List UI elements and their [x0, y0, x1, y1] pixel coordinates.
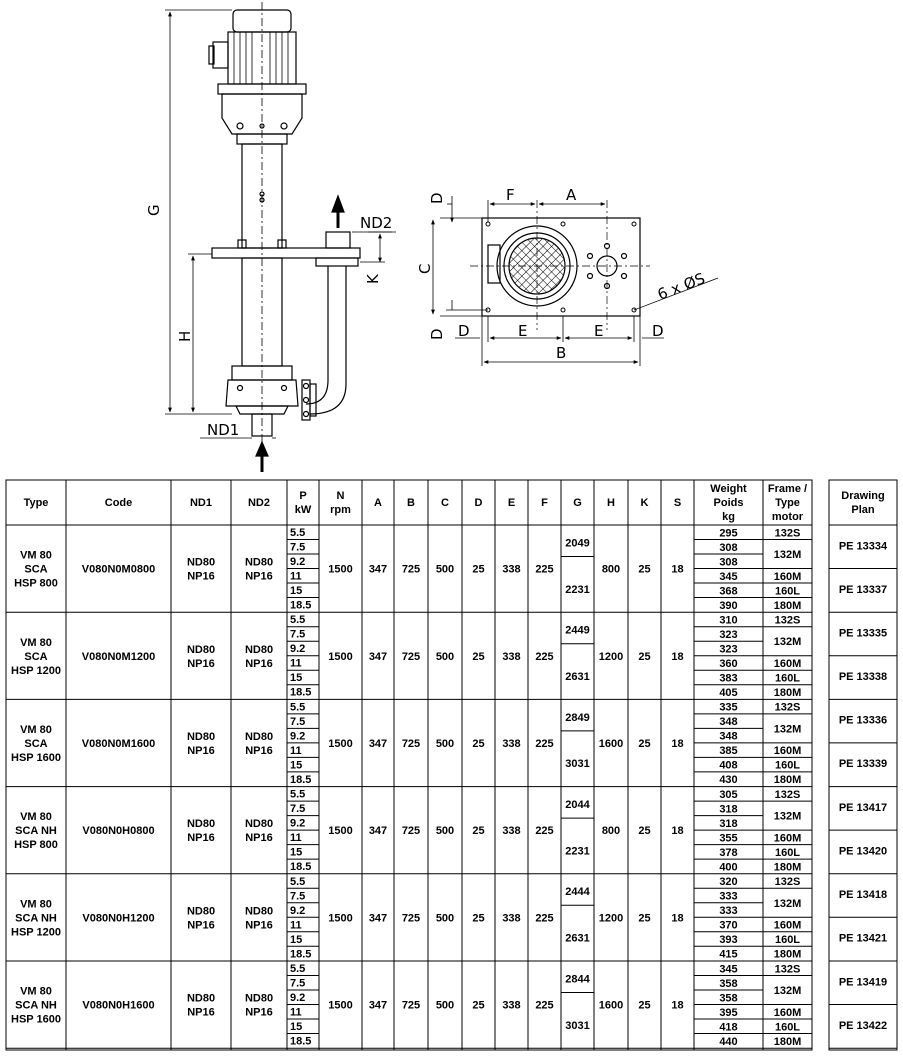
frame-cell: 132S: [774, 527, 801, 540]
g-cell: 2844: [565, 973, 590, 986]
power-cell: 15: [290, 933, 303, 946]
frame-cell: 132M: [773, 985, 802, 997]
weight-cell: 333: [719, 890, 738, 903]
nd2-cell: NP16: [245, 745, 273, 757]
power-cell: 18.5: [290, 599, 312, 612]
type-cell: SCA NH: [15, 912, 57, 925]
type-cell: VM 80: [20, 724, 52, 736]
frame-cell: 160L: [774, 934, 801, 947]
weight-cell: 358: [719, 977, 738, 990]
a-cell: 347: [368, 825, 388, 838]
weight-cell: 358: [719, 992, 738, 1005]
code-cell: V080N0H1600: [82, 999, 155, 1012]
dim-label-f: F: [506, 186, 515, 204]
nd2-cell: ND80: [244, 731, 274, 743]
weight-cell: 385: [719, 745, 738, 758]
weight-cell: 305: [719, 788, 738, 801]
power-cell: 11: [290, 832, 302, 845]
frame-cell: 160M: [773, 919, 802, 932]
nd1-cell: ND80: [186, 818, 216, 831]
header-s: S: [673, 497, 682, 509]
code-cell: V080N0M1600: [81, 738, 156, 750]
weight-cell: 383: [719, 672, 738, 685]
header-type: Type: [23, 497, 49, 509]
frame-cell: 132S: [774, 876, 801, 889]
weight-cell: 430: [719, 774, 738, 787]
nd2-cell: ND80: [244, 905, 274, 918]
drawing-plan-cell: PE 13422: [838, 1019, 888, 1032]
k-cell: 25: [638, 650, 651, 663]
header-frame: Type: [775, 497, 800, 509]
nd2-cell: ND80: [244, 992, 274, 1005]
c-cell: 500: [435, 738, 455, 750]
frame-cell: 132M: [773, 549, 802, 561]
power-cell: 5.5: [290, 963, 306, 975]
nd2-cell: NP16: [245, 919, 273, 932]
nd1-cell: NP16: [187, 657, 215, 670]
c-cell: 500: [435, 912, 455, 925]
weight-cell: 348: [719, 716, 738, 729]
power-cell: 9.2: [290, 730, 306, 743]
e-cell: 338: [502, 563, 521, 576]
b-cell: 725: [401, 650, 421, 663]
h-cell: 1600: [598, 738, 624, 750]
g-cell: 2049: [565, 537, 590, 550]
weight-cell: 310: [719, 614, 738, 627]
frame-cell: 132S: [774, 701, 801, 714]
dim-label-k: K: [364, 274, 382, 284]
g-cell: 3031: [565, 1019, 590, 1032]
power-cell: 5.5: [290, 701, 306, 714]
k-cell: 25: [638, 912, 651, 925]
header-p: P: [299, 490, 307, 502]
type-cell: VM 80: [20, 549, 52, 562]
power-cell: 11: [290, 657, 302, 670]
power-cell: 11: [290, 570, 302, 583]
power-cell: 7.5: [290, 803, 306, 816]
d-cell: 25: [472, 738, 485, 750]
type-cell: VM 80: [20, 985, 52, 998]
drawing-plan-cell: PE 13334: [838, 540, 888, 553]
dim-label-d-bottom-left: D: [458, 322, 470, 340]
nd1-cell: NP16: [187, 919, 215, 932]
power-cell: 9.2: [290, 817, 306, 830]
weight-cell: 393: [719, 934, 738, 947]
header-f: F: [541, 497, 548, 509]
power-cell: 11: [290, 744, 302, 757]
weight-cell: 408: [719, 759, 738, 772]
nd2-cell: NP16: [245, 832, 273, 845]
nd2-cell: NP16: [245, 1006, 273, 1019]
power-cell: 7.5: [290, 715, 306, 728]
dim-label-a: A: [566, 186, 577, 204]
frame-cell: 160M: [773, 1006, 802, 1019]
f-cell: 225: [535, 738, 554, 750]
power-cell: 18.5: [290, 861, 312, 874]
power-cell: 9.2: [290, 643, 306, 656]
frame-cell: 160L: [774, 846, 801, 859]
power-cell: 5.5: [290, 788, 306, 801]
s-cell: 18: [671, 738, 684, 750]
type-cell: HSP 800: [14, 577, 58, 590]
s-cell: 18: [671, 563, 684, 576]
code-cell: V080N0H0800: [82, 825, 155, 838]
a-cell: 347: [368, 999, 388, 1012]
dim-label-nd1: ND1: [207, 421, 240, 439]
power-cell: 18.5: [290, 773, 312, 786]
g-cell: 2849: [565, 711, 590, 724]
frame-cell: 132S: [774, 614, 801, 627]
power-cell: 5.5: [290, 614, 306, 627]
e-cell: 338: [502, 912, 521, 925]
power-cell: 15: [290, 672, 303, 685]
header-weight: Weight: [710, 483, 747, 495]
dim-label-e-left: E: [518, 322, 528, 340]
drawing-plan-cell: PE 13339: [838, 758, 888, 771]
power-cell: 9.2: [290, 992, 306, 1004]
f-cell: 225: [535, 650, 554, 663]
dim-label-d-top: D: [428, 192, 446, 204]
g-cell: 2631: [565, 932, 590, 945]
g-cell: 3031: [565, 758, 590, 771]
s-cell: 18: [671, 912, 684, 925]
drawing-plan-cell: PE 13421: [838, 932, 888, 945]
weight-cell: 360: [719, 657, 738, 670]
power-cell: 15: [290, 1021, 303, 1033]
power-cell: 11: [290, 919, 302, 932]
header-drawing-plan: Drawing: [841, 490, 885, 502]
power-cell: 15: [290, 759, 303, 772]
weight-cell: 345: [719, 963, 738, 976]
dim-label-d-left: D: [428, 328, 446, 340]
type-cell: VM 80: [20, 811, 52, 824]
header-drawing-plan: Plan: [851, 504, 875, 516]
header-frame: Frame /: [767, 483, 808, 495]
type-cell: HSP 1200: [11, 664, 61, 677]
type-cell: HSP 1600: [11, 752, 61, 764]
f-cell: 225: [535, 825, 554, 838]
frame-cell: 160L: [774, 585, 801, 598]
type-cell: SCA: [24, 738, 48, 750]
weight-cell: 323: [719, 643, 738, 656]
drawing-plan-cell: PE 13417: [838, 801, 888, 814]
power-cell: 18.5: [290, 1035, 312, 1048]
frame-cell: 180M: [773, 774, 802, 787]
n-cell: 1500: [328, 912, 353, 925]
s-cell: 18: [671, 825, 684, 838]
power-cell: 11: [290, 1006, 302, 1019]
weight-cell: 318: [719, 817, 738, 830]
header-h: H: [607, 497, 615, 509]
weight-cell: 333: [719, 905, 738, 918]
h-cell: 800: [601, 825, 621, 838]
power-cell: 7.5: [290, 628, 306, 641]
e-cell: 338: [502, 999, 521, 1012]
nd1-cell: NP16: [187, 832, 215, 845]
frame-cell: 160M: [773, 832, 802, 845]
header-c: C: [441, 497, 449, 509]
dim-label-nd2: ND2: [360, 214, 393, 232]
header-weight: Poids: [713, 497, 744, 509]
b-cell: 725: [401, 738, 421, 750]
type-cell: VM 80: [20, 898, 52, 911]
power-cell: 18.5: [290, 948, 312, 961]
header-code: Code: [104, 497, 133, 509]
header-d: D: [474, 497, 483, 509]
header-g: G: [573, 497, 582, 509]
dim-label-d-right: D: [652, 322, 664, 340]
code-cell: V080N0M1200: [81, 650, 156, 663]
drawing-plan-cell: PE 13419: [838, 976, 888, 989]
nd1-cell: NP16: [187, 570, 215, 583]
header-frame: motor: [771, 511, 804, 523]
type-cell: SCA: [24, 563, 48, 576]
frame-cell: 160M: [773, 657, 802, 670]
nd2-cell: NP16: [245, 657, 273, 670]
type-cell: HSP 1200: [11, 926, 61, 939]
weight-cell: 440: [719, 1035, 738, 1048]
frame-cell: 160L: [774, 672, 801, 685]
dim-label-g: G: [145, 204, 163, 216]
header-n: rpm: [330, 504, 351, 516]
h-cell: 1200: [598, 912, 624, 925]
type-cell: HSP 1600: [11, 1013, 61, 1026]
weight-cell: 378: [719, 846, 738, 859]
nd1-cell: NP16: [187, 745, 215, 757]
power-cell: 7.5: [290, 890, 306, 903]
e-cell: 338: [502, 738, 521, 750]
nd1-cell: ND80: [186, 731, 216, 743]
frame-cell: 160M: [773, 745, 802, 758]
n-cell: 1500: [328, 650, 353, 663]
e-cell: 338: [502, 650, 521, 663]
power-cell: 5.5: [290, 527, 306, 539]
weight-cell: 415: [719, 948, 738, 961]
power-cell: 15: [290, 585, 303, 597]
weight-cell: 308: [719, 556, 738, 569]
frame-cell: 132S: [774, 963, 801, 976]
header-p: kW: [294, 504, 312, 516]
g-cell: 2231: [565, 583, 590, 596]
a-cell: 347: [368, 738, 388, 750]
code-cell: V080N0M0800: [81, 563, 156, 576]
nd2-cell: ND80: [244, 556, 274, 569]
header-nd2: ND2: [247, 497, 271, 509]
power-cell: 9.2: [290, 904, 306, 917]
weight-cell: 320: [719, 876, 738, 889]
n-cell: 1500: [328, 999, 353, 1012]
header-nd1: ND1: [189, 497, 213, 509]
b-cell: 725: [401, 912, 421, 925]
header-b: B: [407, 497, 415, 509]
d-cell: 25: [472, 912, 485, 925]
weight-cell: 348: [719, 730, 738, 743]
a-cell: 347: [368, 912, 388, 925]
frame-cell: 180M: [773, 861, 802, 874]
b-cell: 725: [401, 563, 421, 576]
power-cell: 15: [290, 846, 303, 859]
nd1-cell: ND80: [186, 992, 216, 1005]
power-cell: 18.5: [290, 686, 312, 699]
frame-cell: 160M: [773, 570, 802, 583]
e-cell: 338: [502, 825, 521, 838]
weight-cell: 418: [719, 1021, 738, 1034]
a-cell: 347: [368, 650, 388, 663]
weight-cell: 395: [719, 1006, 738, 1019]
header-weight: kg: [722, 511, 735, 523]
weight-cell: 390: [719, 599, 738, 612]
nd1-cell: ND80: [186, 905, 216, 918]
type-cell: HSP 800: [14, 839, 58, 852]
weight-cell: 318: [719, 803, 738, 816]
nd2-cell: ND80: [244, 643, 274, 656]
h-cell: 800: [601, 563, 621, 576]
frame-cell: 180M: [773, 1035, 802, 1048]
weight-cell: 400: [719, 861, 738, 874]
drawing-plan-cell: PE 13418: [838, 889, 888, 902]
dim-label-holes: 6 x ØS: [654, 269, 708, 304]
k-cell: 25: [638, 825, 651, 838]
drawing-plan-cell: PE 13338: [838, 671, 888, 683]
d-cell: 25: [472, 650, 485, 663]
dim-label-b: B: [556, 344, 567, 362]
power-cell: 5.5: [290, 875, 306, 888]
frame-cell: 132M: [773, 723, 802, 736]
weight-cell: 355: [719, 832, 738, 845]
g-cell: 2231: [565, 845, 590, 858]
power-cell: 9.2: [290, 556, 306, 568]
header-k: K: [640, 497, 649, 509]
type-cell: SCA: [24, 650, 48, 663]
frame-cell: 180M: [773, 599, 802, 612]
f-cell: 225: [535, 563, 554, 576]
h-cell: 1200: [598, 650, 624, 663]
frame-cell: 132M: [773, 810, 802, 823]
dim-label-e-right: E: [594, 322, 604, 340]
frame-cell: 132S: [774, 788, 801, 801]
n-cell: 1500: [328, 563, 353, 576]
weight-cell: 295: [719, 527, 738, 540]
header-a: A: [374, 497, 382, 509]
frame-cell: 132M: [773, 897, 802, 910]
drawing-plan-cell: PE 13337: [838, 583, 888, 596]
h-cell: 1600: [598, 999, 624, 1012]
power-cell: 7.5: [290, 977, 306, 990]
nd1-cell: NP16: [187, 1006, 215, 1019]
g-cell: 2444: [565, 886, 590, 899]
nd1-cell: ND80: [186, 643, 216, 656]
drawing-plan-cell: PE 13335: [838, 627, 888, 640]
c-cell: 500: [435, 650, 455, 663]
nd2-cell: NP16: [245, 570, 273, 583]
code-cell: V080N0H1200: [82, 912, 155, 925]
weight-cell: 335: [719, 701, 738, 714]
d-cell: 25: [472, 563, 485, 576]
frame-cell: 180M: [773, 686, 802, 699]
k-cell: 25: [638, 999, 651, 1012]
weight-cell: 368: [719, 585, 738, 598]
frame-cell: 180M: [773, 948, 802, 961]
weight-cell: 345: [719, 570, 738, 583]
type-cell: VM 80: [20, 636, 52, 649]
d-cell: 25: [472, 825, 485, 838]
frame-cell: 160L: [774, 759, 801, 772]
nd1-cell: ND80: [186, 556, 216, 569]
drawing-plan-cell: PE 13336: [838, 714, 888, 727]
dim-label-h: H: [176, 330, 194, 342]
nd2-cell: ND80: [244, 818, 274, 831]
k-cell: 25: [638, 563, 651, 576]
c-cell: 500: [435, 999, 455, 1012]
f-cell: 225: [535, 999, 554, 1012]
a-cell: 347: [368, 563, 388, 576]
type-cell: SCA NH: [15, 999, 57, 1012]
g-cell: 2631: [565, 671, 590, 683]
g-cell: 2449: [565, 624, 590, 637]
b-cell: 725: [401, 825, 421, 838]
weight-cell: 308: [719, 541, 738, 554]
weight-cell: 405: [719, 686, 738, 699]
header-n: N: [336, 490, 345, 502]
frame-cell: 160L: [774, 1021, 801, 1034]
c-cell: 500: [435, 825, 455, 838]
power-cell: 7.5: [290, 541, 306, 554]
header-e: E: [507, 497, 516, 509]
s-cell: 18: [671, 999, 684, 1012]
g-cell: 2044: [565, 799, 590, 811]
d-cell: 25: [472, 999, 485, 1012]
f-cell: 225: [535, 912, 554, 925]
weight-cell: 370: [719, 919, 738, 932]
b-cell: 725: [401, 999, 421, 1012]
n-cell: 1500: [328, 825, 353, 838]
s-cell: 18: [671, 650, 684, 663]
k-cell: 25: [638, 738, 651, 750]
c-cell: 500: [435, 563, 455, 576]
dim-label-c: C: [416, 263, 434, 274]
weight-cell: 323: [719, 628, 738, 641]
frame-cell: 132M: [773, 636, 802, 649]
type-cell: SCA NH: [15, 825, 57, 838]
drawing-plan-cell: PE 13420: [838, 845, 888, 858]
n-cell: 1500: [328, 738, 353, 750]
